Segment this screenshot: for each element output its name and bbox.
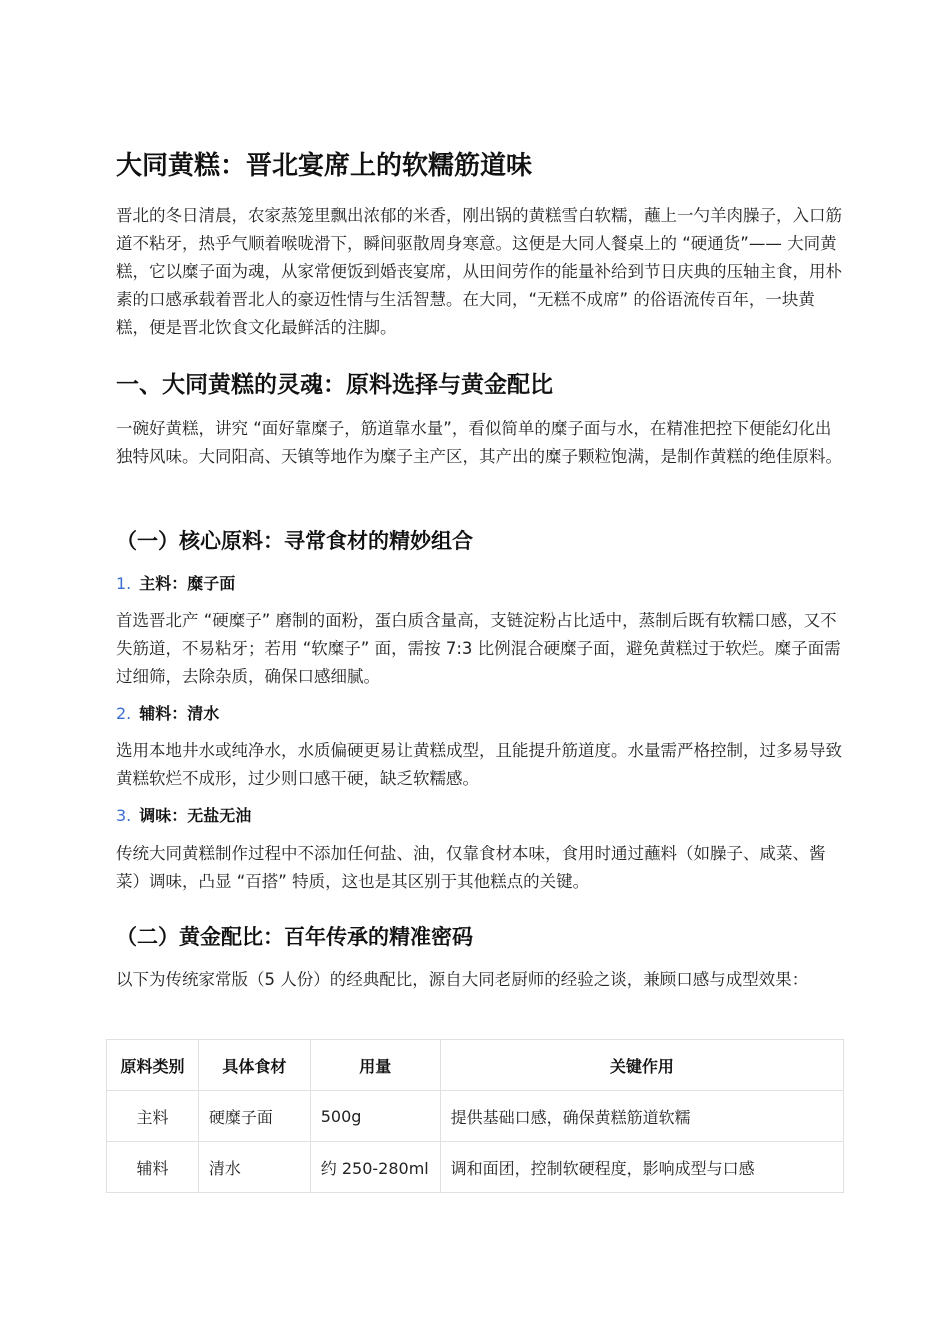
list-number: 1. [116, 574, 132, 593]
list-label: 调味：无盐无油 [139, 806, 252, 825]
list-number: 3. [116, 806, 132, 825]
subsection-2-heading: （二）黄金配比：百年传承的精准密码 [116, 925, 473, 949]
table-header-cell: 具体食材 [198, 1040, 310, 1091]
subsection-1-heading: （一）核心原料：寻常食材的精妙组合 [116, 529, 473, 553]
table-cell: 提供基础口感，确保黄糕筋道软糯 [440, 1091, 843, 1142]
list-label: 辅料：清水 [139, 704, 220, 723]
table-cell: 约 250-280ml [310, 1142, 440, 1193]
list-item-1 [116, 572, 235, 596]
table-cell: 500g [310, 1091, 440, 1142]
list-label: 主料：糜子面 [139, 574, 236, 593]
list-item-3-text: 传统大同黄糕制作过程中不添加任何盐、油，仅靠食材本味，食用时通过蘸料（如臊子、咸菜、酱菜）调味，凸显 “百搭” 特质，这也是其区别于其他糕点的关键。 [116, 844, 826, 891]
section-1-heading: 一、大同黄糕的灵魂：原料选择与黄金配比 [116, 372, 553, 398]
table-cell: 硬糜子面 [198, 1091, 310, 1142]
ratio-table [106, 1039, 844, 1193]
list-number: 2. [116, 704, 132, 723]
section-1-paragraph: 一碗好黄糕，讲究 “面好靠糜子，筋道靠水量”，看似简单的糜子面与水，在精准把控下便能幻化出独特风味。大同阳高、天镇等地作为糜子主产区，其产出的糜子颗粒饱满，是制作黄糕的绝佳原料。 [116, 419, 842, 466]
table-cell: 清水 [198, 1142, 310, 1193]
table-header-cell: 用量 [310, 1040, 440, 1091]
table-header-cell: 原料类别 [107, 1040, 199, 1091]
table-row [107, 1142, 844, 1193]
page-title: 大同黄糕：晋北宴席上的软糯筋道味 [116, 151, 533, 181]
intro-paragraph: 晋北的冬日清晨，农家蒸笼里飘出浓郁的米香，刚出锅的黄糕雪白软糯，蘸上一勺羊肉臊子，入口筋道不粘牙，热乎气顺着喉咙滑下，瞬间驱散周身寒意。这便是大同人餐桌上的 “硬通货”—— 大同黄糕，它以糜子面为魂，从家常便饭到婚丧宴席，从田间劳作的能量补给到节日庆典的压轴主食，用朴素的口感承载着晋北人的豪迈性情与生活智慧。在大同，“无糕不成席” 的俗语流传百年，一块黄糕，便是晋北饮食文化最鲜活的注脚。 [116, 206, 842, 337]
table-cell: 主料 [107, 1091, 199, 1142]
list-item-1-text: 首选晋北产 “硬糜子” 磨制的面粉，蛋白质含量高，支链淀粉占比适中，蒸制后既有软糯口感，又不失筋道，不易粘牙；若用 “软糜子” 面，需按 7:3 比例混合硬糜子面，避免黄糕过于软烂。糜子面需过细筛，去除杂质，确保口感细腻。 [116, 611, 841, 686]
table-cell: 调和面团，控制软硬程度，影响成型与口感 [440, 1142, 843, 1193]
table-row [107, 1091, 844, 1142]
list-item-2-text: 选用本地井水或纯净水，水质偏硬更易让黄糕成型，且能提升筋道度。水量需严格控制，过多易导致黄糕软烂不成形，过少则口感干硬，缺乏软糯感。 [116, 741, 842, 788]
list-item-2 [116, 702, 219, 726]
list-item-3 [116, 804, 251, 828]
table-header-row [107, 1040, 844, 1091]
table-header-cell: 关键作用 [440, 1040, 843, 1091]
table-cell: 辅料 [107, 1142, 199, 1193]
subsection-2-paragraph: 以下为传统家常版（5 人份）的经典配比，源自大同老厨师的经验之谈，兼顾口感与成型效果： [116, 970, 809, 989]
